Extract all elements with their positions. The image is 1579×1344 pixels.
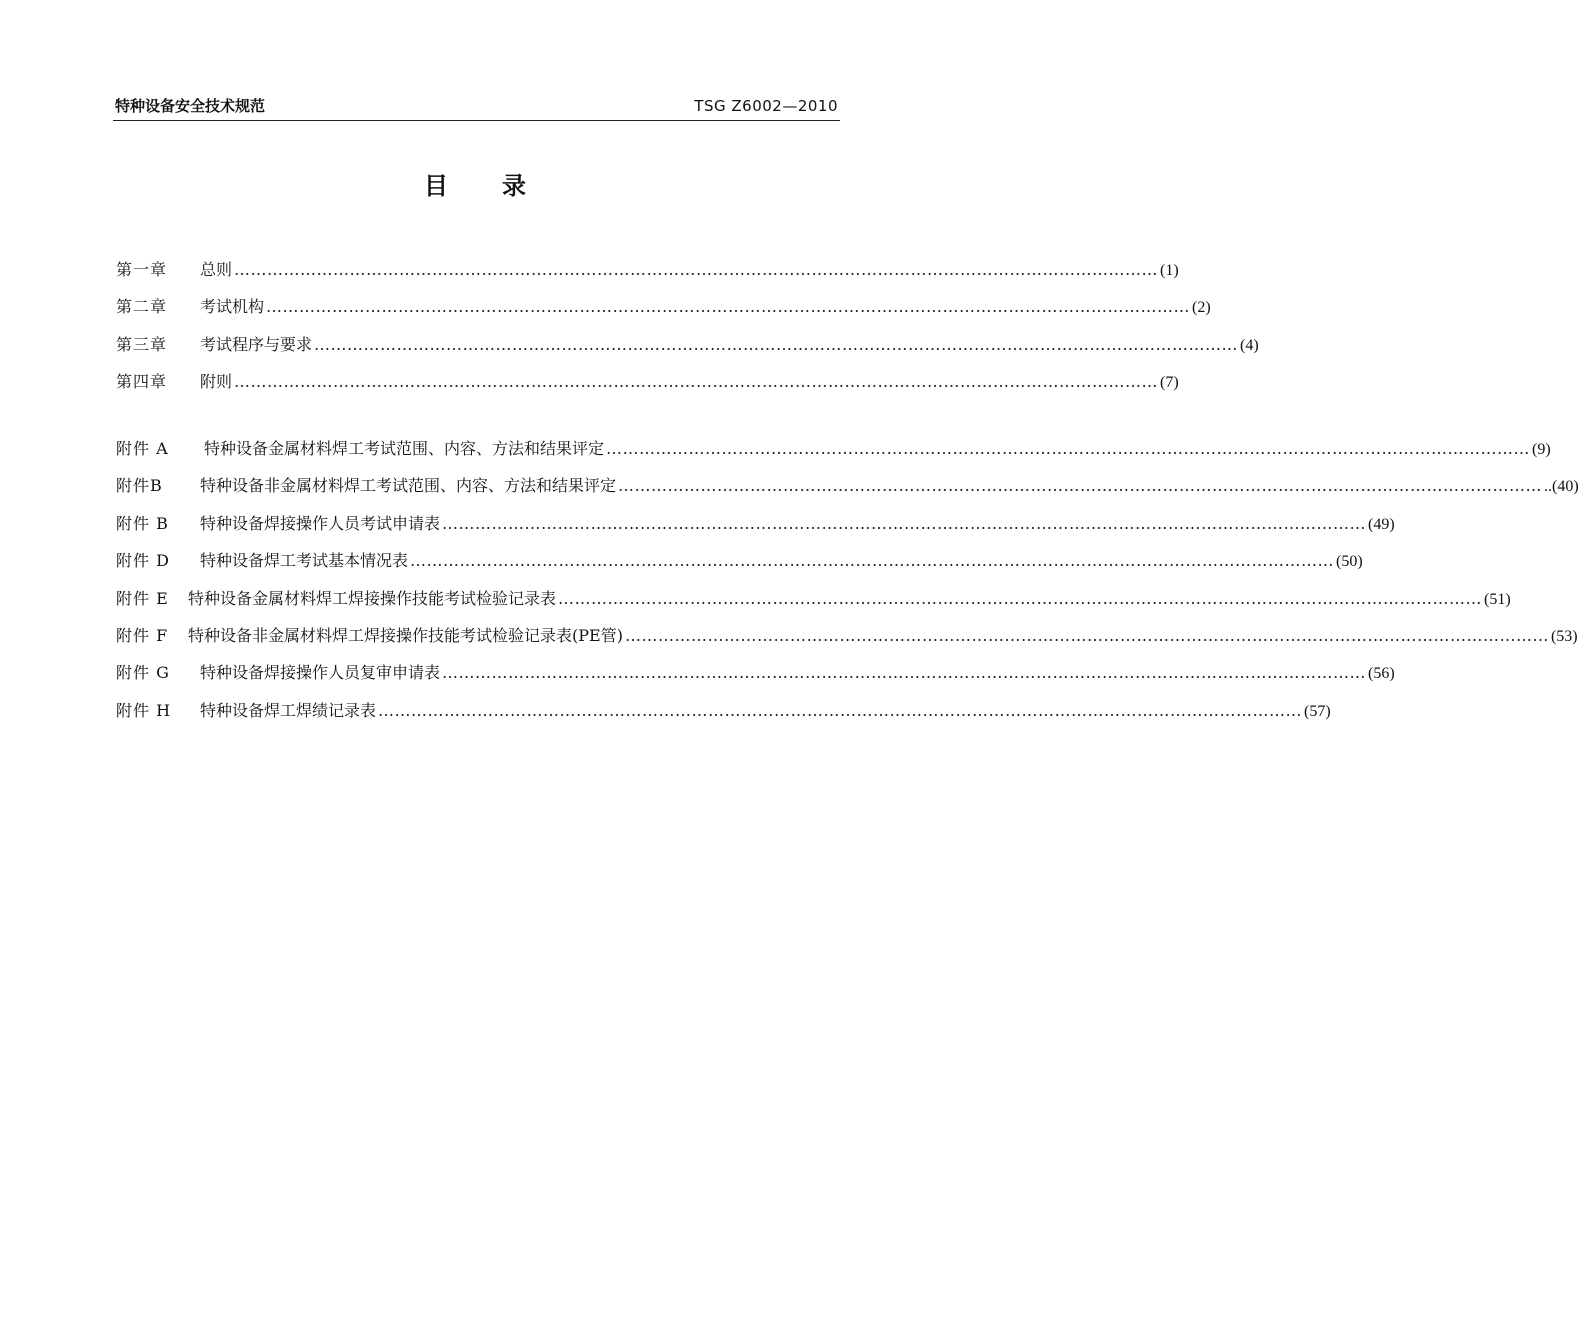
toc-entry-page: (51) (1484, 590, 1511, 608)
toc-entry-label: 第一章 (116, 260, 168, 279)
toc-dot-leader: …………………………………………………………………………………………………………………………………………………… (410, 551, 1335, 571)
toc-entry-title: 特种设备焊工焊绩记录表 (200, 700, 377, 720)
toc-entry-label: 第四章 (116, 372, 168, 392)
toc-appendices (116, 436, 1579, 735)
toc-entry-appendix-b-nonmetal[interactable] (116, 473, 1579, 510)
toc-dot-leader: …………………………………………………………………………………………………………………………………………………… (618, 476, 1543, 496)
toc-dot-leader: …………………………………………………………………………………………………………………………………………………… (624, 625, 1549, 645)
toc-entry-page: (49) (1368, 515, 1395, 533)
toc-entry-page: (9) (1532, 441, 1551, 458)
toc-entry-title: 考试机构 (200, 297, 265, 317)
toc-dot-leader: …………………………………………………………………………………………………………………………………………………… (234, 260, 1159, 279)
toc-entry-page: (50) (1336, 553, 1363, 571)
toc-entry-appendix-h[interactable] (116, 698, 1331, 735)
toc-entry-appendix-b-application[interactable] (116, 511, 1395, 548)
toc-entry-page: (57) (1304, 702, 1331, 720)
toc-entry-title: 特种设备金属材料焊工考试范围、内容、方法和结果评定 (204, 439, 605, 458)
toc-entry-title: 特种设备焊工考试基本情况表 (200, 551, 409, 571)
toc-dot-leader: …………………………………………………………………………………………………………………………………………………… (314, 334, 1239, 354)
toc-entry-page: ..(40) (1544, 478, 1579, 496)
toc-entry-label: 附件 H (116, 700, 172, 720)
toc-entry-label: 附件 D (116, 551, 170, 571)
toc-entry-page: (53) (1550, 627, 1578, 645)
toc-dot-leader: …………………………………………………………………………………………………………………………………………………… (442, 663, 1367, 683)
page-title: 目录 (424, 172, 580, 200)
toc-entry-page: (4) (1240, 336, 1259, 354)
toc-entry-label: 附件 B (116, 513, 169, 533)
toc-entry-page: (2) (1192, 299, 1211, 317)
toc-entry-page: (56) (1368, 665, 1395, 683)
toc-entry-label: 第三章 (116, 334, 168, 354)
toc-entry-label: 附件 E (116, 588, 169, 608)
toc-entry-title: 考试程序与要求 (200, 334, 313, 354)
toc-entry-title: 特种设备焊接操作人员复审申请表 (200, 663, 441, 683)
toc-dot-leader: …………………………………………………………………………………………………………………………………………………… (266, 297, 1191, 317)
toc-entry-title: 特种设备非金属材料焊工焊接操作技能考试检验记录表(PE管) (188, 625, 623, 645)
toc-entry-label: 附件 G (116, 663, 170, 683)
toc-entry-label: 附件B (116, 476, 163, 496)
toc-dot-leader: …………………………………………………………………………………………………………………………………………………… (606, 439, 1531, 458)
toc-dot-leader: …………………………………………………………………………………………………………………………………………………… (378, 700, 1303, 720)
toc-dot-leader: …………………………………………………………………………………………………………………………………………………… (234, 372, 1159, 392)
toc-entry-chapter-3[interactable] (116, 332, 1259, 369)
header-standard-number: TSG Z6002—2010 (694, 97, 838, 115)
toc-entry-title: 特种设备焊接操作人员考试申请表 (200, 513, 441, 533)
toc-entry-appendix-f[interactable] (116, 623, 1578, 660)
toc-entry-title: 总则 (200, 260, 233, 279)
toc-entry-title: 特种设备金属材料焊工焊接操作技能考试检验记录表 (188, 588, 557, 608)
toc-entry-title: 特种设备非金属材料焊工考试范围、内容、方法和结果评定 (200, 476, 617, 496)
toc-entry-chapter-2[interactable] (116, 294, 1211, 331)
toc-entry-title: 附则 (200, 372, 233, 392)
toc-entry-appendix-e[interactable] (116, 586, 1511, 623)
toc-entry-page: (7) (1160, 374, 1179, 392)
toc-entry-appendix-g[interactable] (116, 660, 1395, 697)
toc-entry-label: 附件 A (116, 439, 169, 458)
toc-entry-label: 附件 F (116, 625, 169, 645)
toc-entry-appendix-a[interactable] (116, 436, 1551, 473)
toc-entry-chapter-1[interactable] (116, 257, 1179, 294)
header-spec-title: 特种设备安全技术规范 (115, 97, 266, 115)
toc-entry-chapter-4[interactable] (116, 369, 1179, 406)
toc-dot-leader: …………………………………………………………………………………………………………………………………………………… (442, 513, 1367, 533)
running-header (113, 96, 840, 121)
toc-chapters (116, 257, 1259, 407)
toc-entry-page: (1) (1160, 262, 1179, 279)
toc-entry-label: 第二章 (116, 297, 168, 317)
toc-entry-appendix-d[interactable] (116, 548, 1363, 585)
toc-dot-leader: …………………………………………………………………………………………………………………………………………………… (558, 588, 1483, 608)
